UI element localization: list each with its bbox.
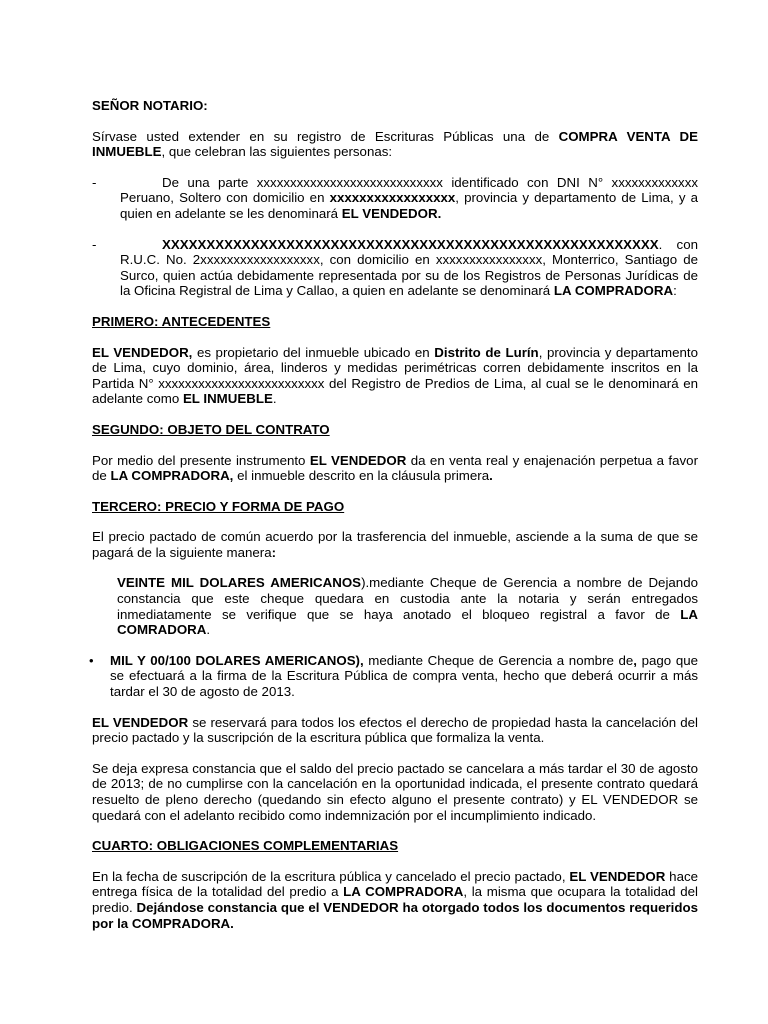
obligaciones-paragraph: En la fecha de suscripción de la escritura pública y cancelado el precio pactado, EL VENDEDOR hace entrega física de la totalidad del predio a LA COMPRADORA, la misma que ocupara la totalidad del predio. Dejándose constancia que el VENDEDOR ha otorgado todos los documentos requeridos por la COMPRADORA. (92, 868, 699, 931)
section-heading-segundo: SEGUNDO: OBJETO DEL CONTRATO (92, 421, 330, 437)
section-heading-cuarto: CUARTO: OBLIGACIONES COMPLEMENTARIAS (92, 838, 399, 854)
section-heading-primero: PRIMERO: ANTECEDENTES (92, 313, 271, 329)
section-heading-tercero: TERCERO: PRECIO Y FORMA DE PAGO (92, 498, 345, 514)
document-title: SEÑOR NOTARIO: (92, 98, 208, 113)
bullet-icon: • (89, 652, 94, 668)
document-body (89, 98, 699, 946)
list-dash: - (92, 174, 97, 190)
reserva-paragraph: EL VENDEDOR se reservará para todos los efectos el derecho de propiedad hasta la cancelación del precio pactado y la suscripción de la escritura pública que formaliza la venta. (92, 714, 698, 746)
list-dash: - (92, 236, 97, 252)
constancia-paragraph: Se deja expresa constancia que el saldo del precio pactado se cancelara a más tardar el 30 de agosto de 2013; de no cumplirse con la cancelación en la oportunidad indicada, el presente contrato quedará resuelto de pleno derecho (quedando sin efecto alguno el presente contrato) y EL VENDEDOR se quedará con el adelanto recibido como indemnización por el incumplimiento indicado. (92, 760, 698, 823)
antecedentes-paragraph: EL VENDEDOR, es propietario del inmueble ubicado en Distrito de Lurín, provincia y departamento de Lima, cuyo dominio, área, linderos y medidas perimétricas corren debidamente inscritos en la Partida N° xxxxxxxxxxxxxxxxxxxxxxxxx del Registro de Predios de Lima, al cual se le denominará en adelante como EL INMUEBLE. (92, 344, 698, 407)
payment-item-1: VEINTE MIL DOLARES AMERICANOS).mediante Cheque de Gerencia a nombre de Dejando constancia que este cheque quedara en custodia ante la notaria y serán entregados inmediatamente se verifique que se haya anotado el bloqueo registral a favor de LA COMRADORA. (117, 575, 698, 638)
precio-paragraph: El precio pactado de común acuerdo por la trasferencia del inmueble, asciende a la suma de que se pagará de la siguiente manera: (92, 529, 698, 560)
intro-paragraph: Sírvase usted extender en su registro de Escrituras Públicas una de COMPRA VENTA DE INMUEBLE, que celebran las siguientes personas: (92, 128, 698, 160)
payment-item-2: • MIL Y 00/100 DOLARES AMERICANOS), mediante Cheque de Gerencia a nombre de, pago que se efectuará a la firma de la Escritura Pública de compra venta, hecho que deberá ocurrir a más tardar el 30 de agosto de 2013. (89, 652, 698, 700)
objeto-paragraph: Por medio del presente instrumento EL VENDEDOR da en venta real y enajenación perpetua a favor de LA COMPRADORA, el inmueble descrito en la cláusula primera. (92, 452, 698, 484)
party-buyer: - XXXXXXXXXXXXXXXXXXXXXXXXXXXXXXXXXXXXXXXXXXXXXXXXXXXXXXXX. con R.U.C. No. 2xxxxxxxxxxxxxxxxxx, con domicilio en xxxxxxxxxxxxxxxx, Monterrico, Santiago de Surco, quien actúa debidamente representada por su de los Registros de Personas Jurídicas de la Oficina Registral de Lima y Callao, a quien en adelante se denominará LA COMPRADORA: (92, 236, 698, 299)
party-seller: - De una parte xxxxxxxxxxxxxxxxxxxxxxxxxxxx identificado con DNI N° xxxxxxxxxxxxx Peruano, Soltero con domicilio en xxxxxxxxxxxxxxxxx, provincia y departamento de Lima, y a quien en adelante se les denominará EL VENDEDOR. (92, 174, 698, 221)
